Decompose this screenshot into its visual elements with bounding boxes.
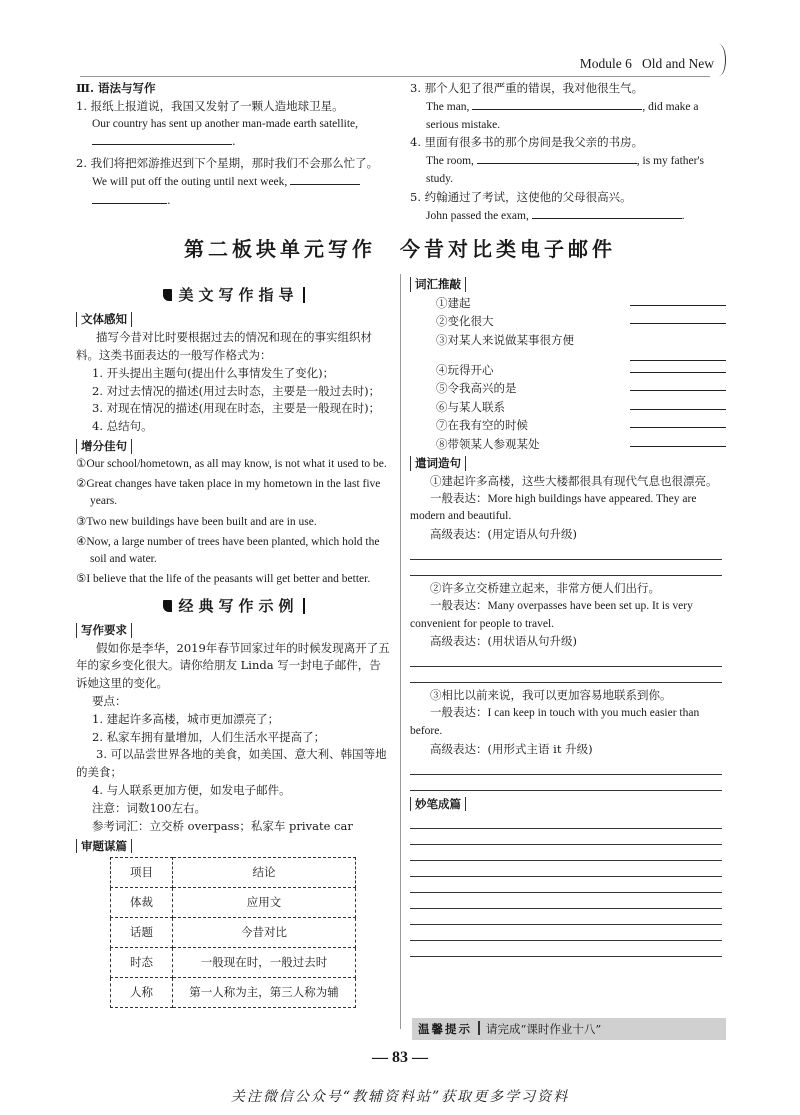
requirements-vocab: 参考词汇：立交桥 overpass；私家车 private car: [92, 818, 353, 833]
table-row: 话题 今昔对比: [111, 918, 356, 948]
answer-line[interactable]: [410, 651, 722, 667]
answer-blank[interactable]: [477, 152, 637, 164]
list-item: ⑤I believe that the life of the peasants will get better and better.: [76, 573, 371, 586]
guide-banner: 美文写作指导: [76, 284, 392, 307]
example-banner: 经典写作示例: [76, 595, 392, 618]
answer-blank[interactable]: [532, 207, 682, 219]
grammar-item-5: 5. 约翰通过了考试，这使他的父母很高兴。 John passed the exam, .: [410, 189, 685, 222]
composition-lines[interactable]: [410, 813, 726, 957]
answer-blank[interactable]: [472, 98, 642, 110]
construct-item-2: ②许多立交桥建立起来，非常方便人们出行。 一般表达：Many overpasses have been set up. It is very convenient for people to travel. 高级表达：(用状语从句升级): [410, 580, 726, 683]
requirement-point: 4. 与人联系更加方便，如发电子邮件。: [92, 783, 291, 798]
genre-step: 3. 对现在情况的描述(用现在时态，主要是一般现在时)；: [92, 401, 381, 416]
answer-blank[interactable]: [92, 192, 167, 204]
table-row: 时态 一般现在时，一般过去时: [111, 948, 356, 978]
column-divider: [400, 274, 401, 1029]
list-item: ②Great changes have taken place in my hometown in the last five years.: [76, 478, 381, 508]
table-row: 项目 结论: [111, 858, 356, 888]
requirements-tag: 写作要求: [76, 623, 132, 638]
right-column: [410, 274, 726, 957]
answer-blank[interactable]: [290, 173, 360, 185]
header-decoration: [712, 44, 726, 76]
answer-line[interactable]: [410, 759, 722, 775]
table-row: 人称 第一人称为主，第三人称为辅: [111, 978, 356, 1008]
genre-tag: 文体感知: [76, 312, 132, 327]
answer-blank[interactable]: [92, 133, 232, 145]
genre-step: 2. 对过去情况的描述(用过去时态，主要是一般过去时)；: [92, 383, 381, 398]
grammar-item-4: 4. 里面有很多书的那个房间是我父亲的书房。 The room, , is my father's study.: [410, 135, 705, 186]
answer-line[interactable]: [410, 667, 722, 683]
footer-note: 关注微信公众号“教辅资料站”获取更多学习资料: [230, 1089, 570, 1105]
bookmark-icon: [163, 600, 172, 612]
composition-tag: 妙笔成篇: [410, 797, 466, 812]
grammar-item-3: 3. 那个人犯了很严重的错误，我对他很生气。 The man, , did make a serious mistake.: [410, 81, 699, 131]
sentence-list: [76, 456, 392, 589]
list-item: ③Two new buildings have been built and are in use.: [76, 515, 317, 528]
answer-line[interactable]: [410, 560, 722, 576]
page-number: — 83 —: [372, 1049, 428, 1066]
list-item: ④Now, a large number of trees have been planted, which hold the soil and water.: [76, 535, 380, 565]
section-title: 第二板块单元写作 今昔对比类电子邮件: [184, 237, 616, 261]
genre-step: 4. 总结句。: [92, 419, 153, 434]
vocabulary-tag: 词汇推敲: [410, 277, 466, 292]
bookmark-icon: [163, 289, 172, 301]
requirement-point: 1. 建起许多高楼，城市更加漂亮了；: [92, 711, 280, 726]
vocabulary-list: ①建起 ②变化很大 ③对某人来说做某事很方便 ④玩得开心 ⑤令我高兴的是 ⑥与某人联系 ⑦在我有空的时候 ⑧带领某人参观某处: [410, 294, 726, 453]
grammar-item-1: 1. 报纸上报道说，我国又发射了一颗人造地球卫星。 Our country has sent up another man-made earth satellite, .: [76, 98, 359, 149]
construct-item-3: ③相比以前来说，我可以更加容易地联系到你。 一般表达：I can keep in touch with you much easier than before. 高级表达：(用形式主语 it 升级): [410, 687, 726, 790]
analysis-table: [110, 857, 356, 1008]
table-row: 体裁 应用文: [111, 888, 356, 918]
grammar-item-2: 2. 我们将把郊游推迟到下个星期，那时我们不会那么忙了。 We will put off the outing until next week, .: [76, 156, 379, 207]
tip-label: 温馨提示: [418, 1022, 472, 1036]
genre-intro: 描写今昔对比时要根据过去的情况和现在的事实组织材料。这类书面表达的一般写作格式为：: [76, 330, 372, 362]
page-header: Module 6 Old and New: [579, 56, 714, 71]
requirement-point: 2. 私家车拥有量增加，人们生活水平提高了；: [92, 729, 326, 744]
grammar-left: [76, 80, 394, 210]
construct-item-1: ①建起许多高楼，这些大楼都很具有现代气息也很漂亮。 一般表达：More high buildings have appeared. They are modern and beautiful. 高级表达：(用定语从句升级): [410, 473, 726, 576]
left-column: 美文写作指导 文体感知 描写今昔对比时要根据过去的情况和现在的事实组织材料。这类书面表达的一般写作格式为： 1. 开头提出主题句(提出什么事情发生了变化)； 2. 对过去情况的描述(用过去时态，主要是一般过去时)； 3. 对现在情况的描述(用现在时态，主要是一般现在时)； 4. 总结句。 增分佳句 ①Our school/hometown, as all may know, is not what it used to be. ②Great changes have taken place in my hometown in the last five years. ③Two new buildings have been built and are in use. ④Now, a large number of trees have been planted, which hold the soil and water. ⑤I believe that the life of the peasants will get better and better. 经典写作示例 写作要求 假如你是李华，2019年春节回家过年的时候发现离开了五年的家乡变化很大。请你给朋友 Linda 写一封电子邮件，告诉她这里的变化。 要点： 1. 建起许多高楼，城市更加漂亮了； 2. 私家车拥有量增加，人们生活水平提高了； 3. 可以品尝世界各地的美食，如美国、意大利、韩国等地的美食； 4. 与人联系更加方便，如发电子邮件。 注意：词数100左右。 参考词汇：立交桥 overpass；私家车 private car 审题谋篇 项目 结论 体裁 应用文 话题 今昔对比 时态 一般现在时，一般过去时 人称 第一人称为主，第三人称为辅: [76, 282, 392, 1008]
construct-tag: 遣词造句: [410, 456, 466, 471]
analysis-tag: 审题谋篇: [76, 839, 132, 854]
grammar-right: [410, 80, 726, 226]
requirements-note: 注意：词数100左右。: [92, 800, 206, 815]
answer-line[interactable]: [410, 775, 722, 791]
requirements-intro: 假如你是李华，2019年春节回家过年的时候发现离开了五年的家乡变化很大。请你给朋友 Linda 写一封电子邮件，告诉她这里的变化。: [76, 640, 390, 691]
list-item: ①Our school/hometown, as all may know, is not what it used to be.: [76, 457, 387, 470]
requirement-point: 3. 可以品尝世界各地的美食，如美国、意大利、韩国等地的美食；: [76, 747, 387, 780]
genre-step: 1. 开头提出主题句(提出什么事情发生了变化)；: [92, 365, 335, 380]
sentences-tag: 增分佳句: [76, 439, 132, 454]
tip-box: [412, 1018, 726, 1040]
header-rule: [80, 76, 710, 77]
answer-line[interactable]: [410, 544, 722, 560]
tip-text: 请完成“课时作业十八”: [486, 1022, 602, 1036]
grammar-heading: Ⅲ. 语法与写作: [76, 81, 156, 95]
